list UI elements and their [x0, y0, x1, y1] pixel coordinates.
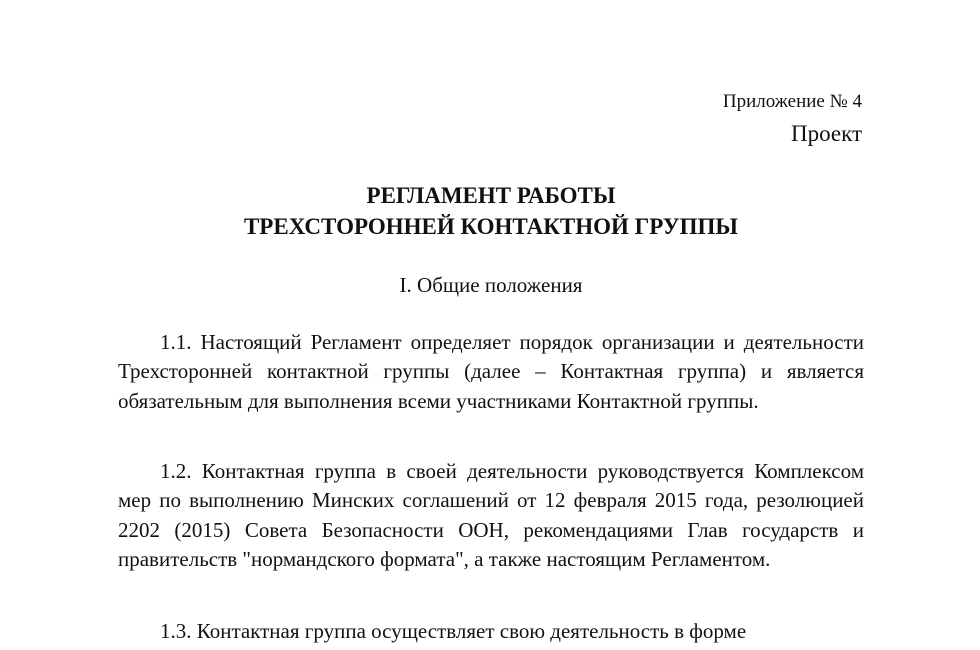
- document-title-line-2: ТРЕХСТОРОННЕЙ КОНТАКТНОЙ ГРУППЫ: [243, 214, 739, 239]
- paragraph-1-1: 1.1. Настоящий Регламент определяет порядок организации и деятельности Трехсторонней контактной группы (далее – Контактная группа) и является обязательным для выполнения всеми участниками Контактной группы.: [118, 330, 864, 413]
- paragraph-1-2: 1.2. Контактная группа в своей деятельности руководствуется Комплексом мер по выполнению Минских соглашений от 12 февраля 2015 года, резолюцией 2202 (2015) Совета Безопасности ООН, рекомендациями Глав государств и правительств "нормандского формата", а также настоящим Регламентом.: [118, 459, 864, 571]
- appendix-label: Приложение № 4: [722, 91, 862, 112]
- draft-status-label: Проект: [790, 121, 862, 146]
- paragraph-1-3: 1.3. Контактная группа осуществляет свою деятельность в форме: [160, 619, 747, 643]
- section-heading: I. Общие положения: [399, 273, 583, 297]
- document-title-line-1: РЕГЛАМЕНТ РАБОТЫ: [366, 183, 616, 208]
